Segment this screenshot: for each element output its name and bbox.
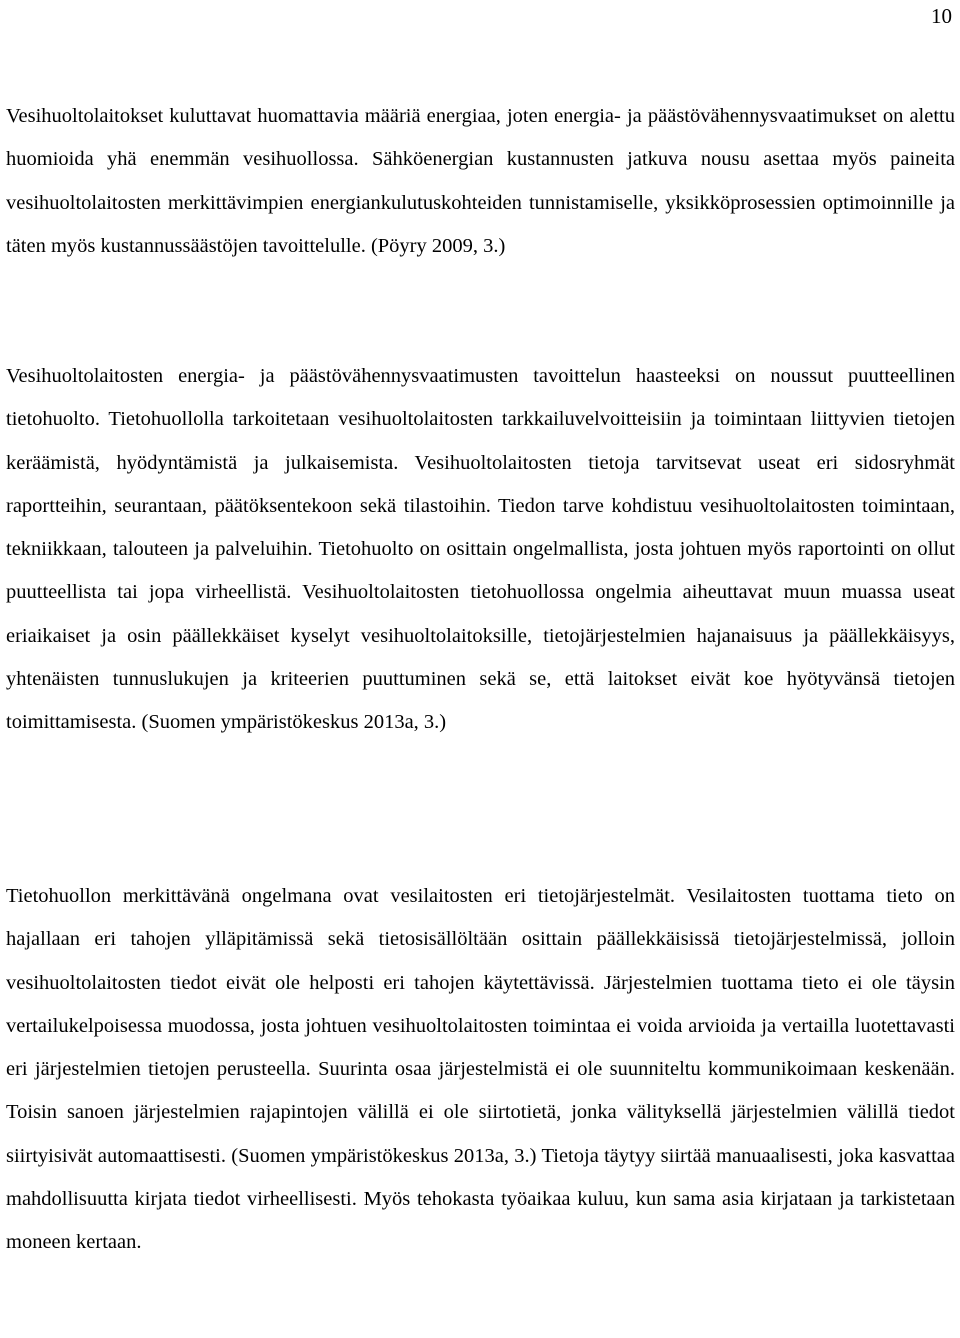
paragraph-information-systems: Tietohuollon merkittävänä ongelmana ovat vesilaitosten eri tietojärjestelmät. Vesilaitosten tuottama tieto on hajallaan eri tahojen ylläpitämissä sekä tietosisällöltään osittain päällekkäisissä tietojärjestelmissä, jolloin vesihuoltolaitosten tiedot eivät ole helposti eri tahojen käytettävissä. Järjestelmien tuottama tieto ei ole täysin vertailukelpoisessa muodossa, josta johtuen vesihuoltolaitosten toimintaa ei voida arvioida ja vertailla luotettavasti eri järjestelmien tietojen perusteella. Suurinta osaa järjestelmistä ei ole suunniteltu kommunikoimaan keskenään. Toisin sanoen järjestelmien rajapintojen välillä ei ole siirtotietä, jonka välityksellä järjestelmien välillä tiedot siirtyisivät automaattisesti. (Suomen ympäristökeskus 2013a, 3.) Tietoja täytyy siirtää manuaalisesti, joka kasvattaa mahdollisuutta kirjata tiedot virheellisesti. Myös tehokasta työaikaa kuluu, kun sama asia kirjataan ja tarkistetaan moneen kertaan. — [6, 885, 955, 1254]
page-number: 10 — [931, 4, 952, 28]
paragraph-energy-requirements: Vesihuoltolaitokset kuluttavat huomattavia määriä energiaa, joten energia- ja päästövähennysvaatimukset on alettu huomioida yhä enemmän vesihuollossa. Sähköenergian kustannusten jatkuva nousu asettaa myös paineita vesihuoltolaitosten merkittävimpien energiankulutuskohteiden tunnistamiselle, yksikköprosessien optimoinnille ja täten myös kustannussäästöjen tavoittelulle. (Pöyry 2009, 3.) — [6, 105, 955, 257]
paragraph-information-management: Vesihuoltolaitosten energia- ja päästövähennysvaatimusten tavoittelun haasteeksi on noussut puutteellinen tietohuolto. Tietohuollolla tarkoitetaan vesihuoltolaitosten tarkkailuvelvoitteisiin ja toimintaan liittyvien tietojen keräämistä, hyödyntämistä ja julkaisemista. Vesihuoltolaitosten tietoja tarvitsevat useat eri sidosryhmät raportteihin, seurantaan, päätöksentekoon sekä tilastoihin. Tiedon tarve kohdistuu vesihuoltolaitosten toimintaan, tekniikkaan, talouteen ja palveluihin. Tietohuolto on osittain ongelmallista, josta johtuen myös raportointi on ollut puutteellista tai jopa virheellistä. Vesihuoltolaitosten tietohuollossa ongelmia aiheuttavat muun muassa useat eriaikaiset ja osin päällekkäiset kyselyt vesihuoltolaitoksille, tietojärjestelmien hajanaisuus ja päällekkäisyys, yhtenäisten tunnuslukujen ja kriteerien puuttuminen sekä se, että laitokset eivät koe hyötyvänsä tietojen toimittamisesta. (Suomen ympäristökeskus 2013a, 3.) — [6, 365, 955, 734]
